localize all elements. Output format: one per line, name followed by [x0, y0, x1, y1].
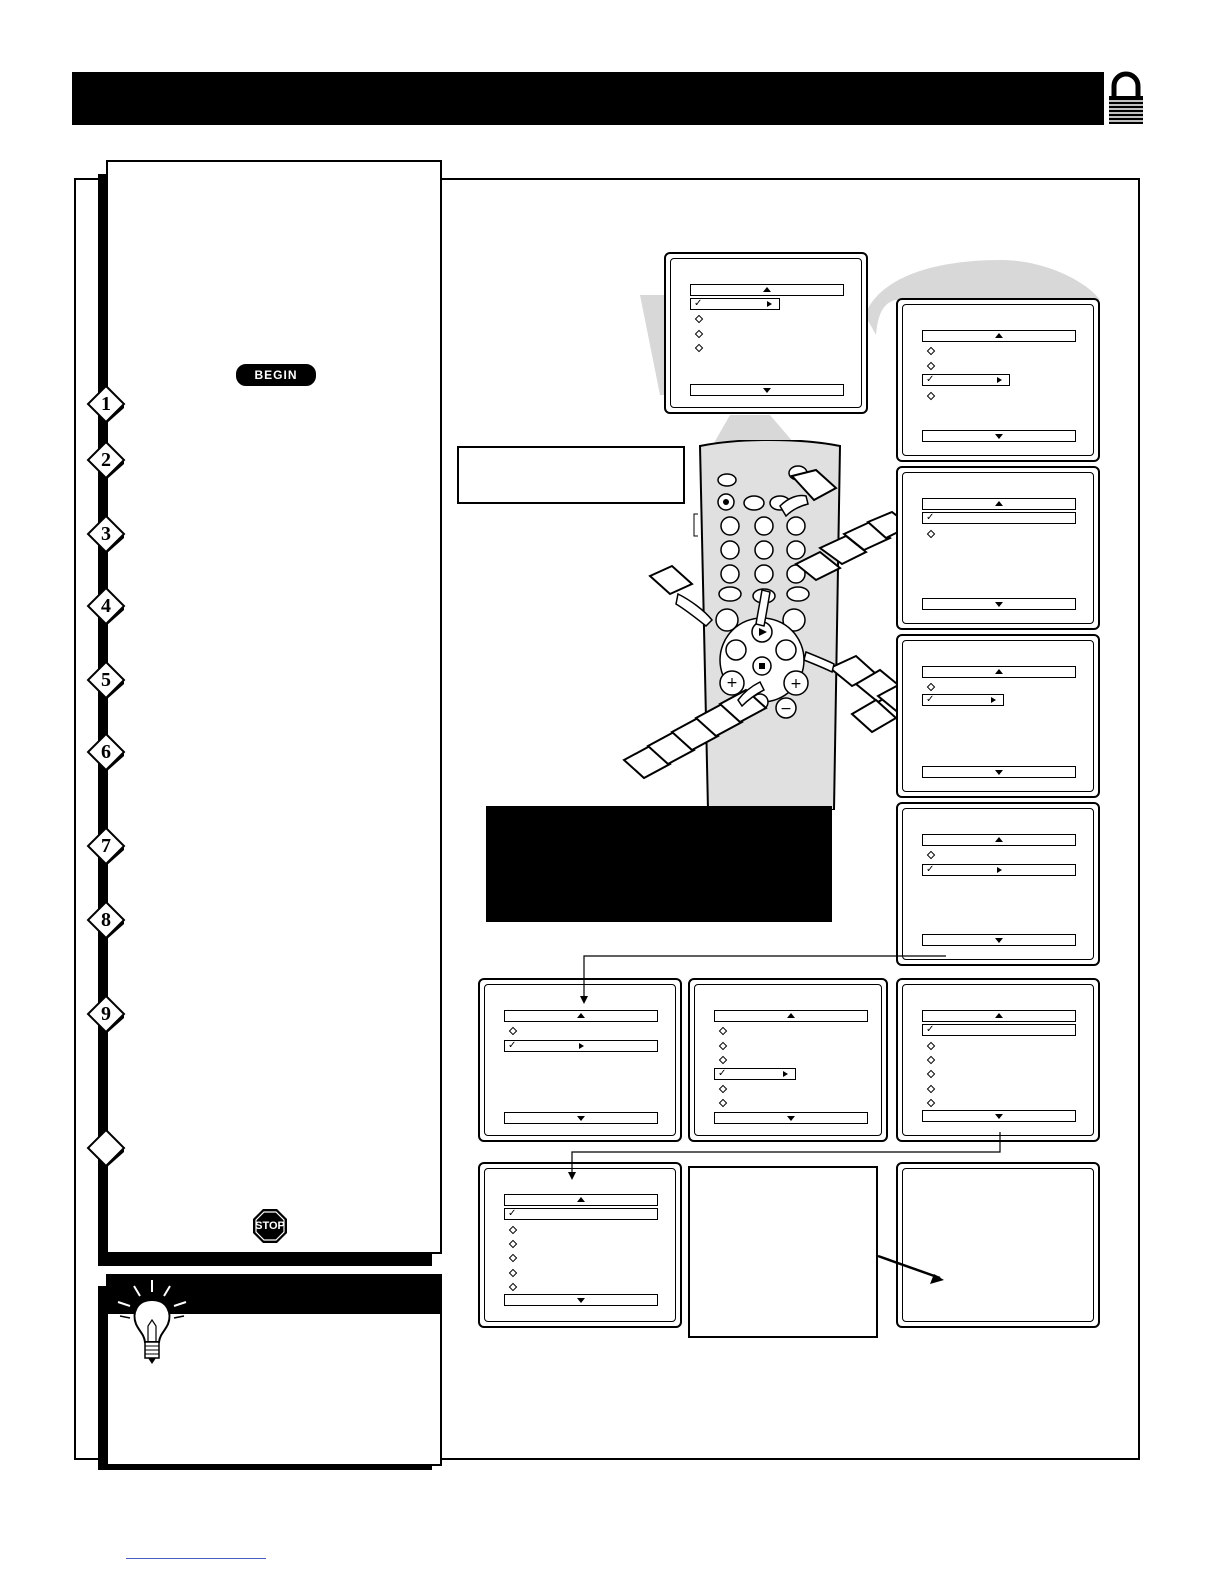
step-4-diamond: [86, 586, 126, 626]
step-5-diamond: [86, 660, 126, 700]
menu-item-selected[interactable]: [922, 694, 1004, 706]
step-number: 8: [101, 909, 111, 931]
footer-link[interactable]: [126, 1558, 266, 1559]
flow-connectors: [560, 940, 1120, 1300]
svg-text:−: −: [780, 701, 792, 717]
step-10-diamond: [86, 1128, 126, 1168]
arrow-right-icon: [997, 377, 1002, 383]
arrow-right-icon: [991, 697, 996, 703]
step-6-diamond: [86, 732, 126, 772]
menu-screen-top: [664, 252, 868, 414]
step-number: 1: [101, 393, 111, 415]
check-icon: ✓: [508, 1040, 517, 1051]
check-icon: ✓: [926, 694, 935, 705]
step-8-diamond: [86, 900, 126, 940]
step-number: 9: [101, 1003, 111, 1025]
check-icon: ✓: [926, 864, 935, 875]
step-number: 3: [101, 523, 111, 545]
arrow-down-icon: [995, 602, 1003, 607]
menu-screen-right-3: [896, 634, 1100, 798]
check-icon: ✓: [926, 512, 935, 523]
menu-screen-right-2: [896, 466, 1100, 630]
step-number: 5: [101, 669, 111, 691]
menu-item-selected[interactable]: [922, 374, 1010, 386]
arrow-up-icon: [995, 837, 1003, 842]
check-icon: ✓: [926, 374, 935, 385]
step-3-diamond: [86, 514, 126, 554]
menu-bar-top: [690, 284, 844, 296]
arrow-down-icon: [763, 388, 771, 393]
stop-label: STOP: [255, 1220, 285, 1232]
svg-text:+: +: [726, 675, 738, 691]
arrow-up-icon: [763, 287, 771, 292]
stop-sign: [252, 1208, 288, 1244]
info-box: [486, 806, 832, 922]
arrow-right-icon: [767, 301, 772, 307]
step-2-diamond: [86, 440, 126, 480]
step-number: [86, 1128, 126, 1168]
arrow-up-icon: [995, 669, 1003, 674]
check-icon: ✓: [694, 298, 703, 309]
check-icon: ✓: [508, 1208, 517, 1219]
step-number: 6: [101, 741, 111, 763]
header-bar: [72, 72, 1104, 125]
padlock-icon: [1106, 70, 1146, 126]
arrow-down-icon: [995, 434, 1003, 439]
callout-box: [457, 446, 685, 504]
menu-item-selected[interactable]: [922, 512, 1076, 524]
check-icon: ✓: [718, 1068, 727, 1079]
arrow-up-icon: [995, 501, 1003, 506]
step-number: 7: [101, 835, 111, 857]
begin-badge: BEGIN: [236, 364, 316, 386]
instructions-panel: [106, 160, 442, 1254]
menu-item-selected[interactable]: [922, 864, 1076, 876]
arrow-right-icon: [997, 867, 1002, 873]
step-7-diamond: [86, 826, 126, 866]
arrow-down-icon: [995, 770, 1003, 775]
menu-bar-bottom: [690, 384, 844, 396]
menu-screen-right-1: [896, 298, 1100, 462]
step-9-diamond: [86, 994, 126, 1034]
menu-item-selected[interactable]: [690, 298, 780, 310]
check-icon: ✓: [926, 1024, 935, 1035]
step-number: 2: [101, 449, 111, 471]
svg-text:+: +: [790, 676, 802, 692]
step-1-diamond: [86, 384, 126, 424]
arrow-up-icon: [995, 333, 1003, 338]
step-number: 4: [101, 595, 111, 617]
lightbulb-icon: [112, 1278, 192, 1368]
key-press-decoration: [620, 460, 940, 790]
